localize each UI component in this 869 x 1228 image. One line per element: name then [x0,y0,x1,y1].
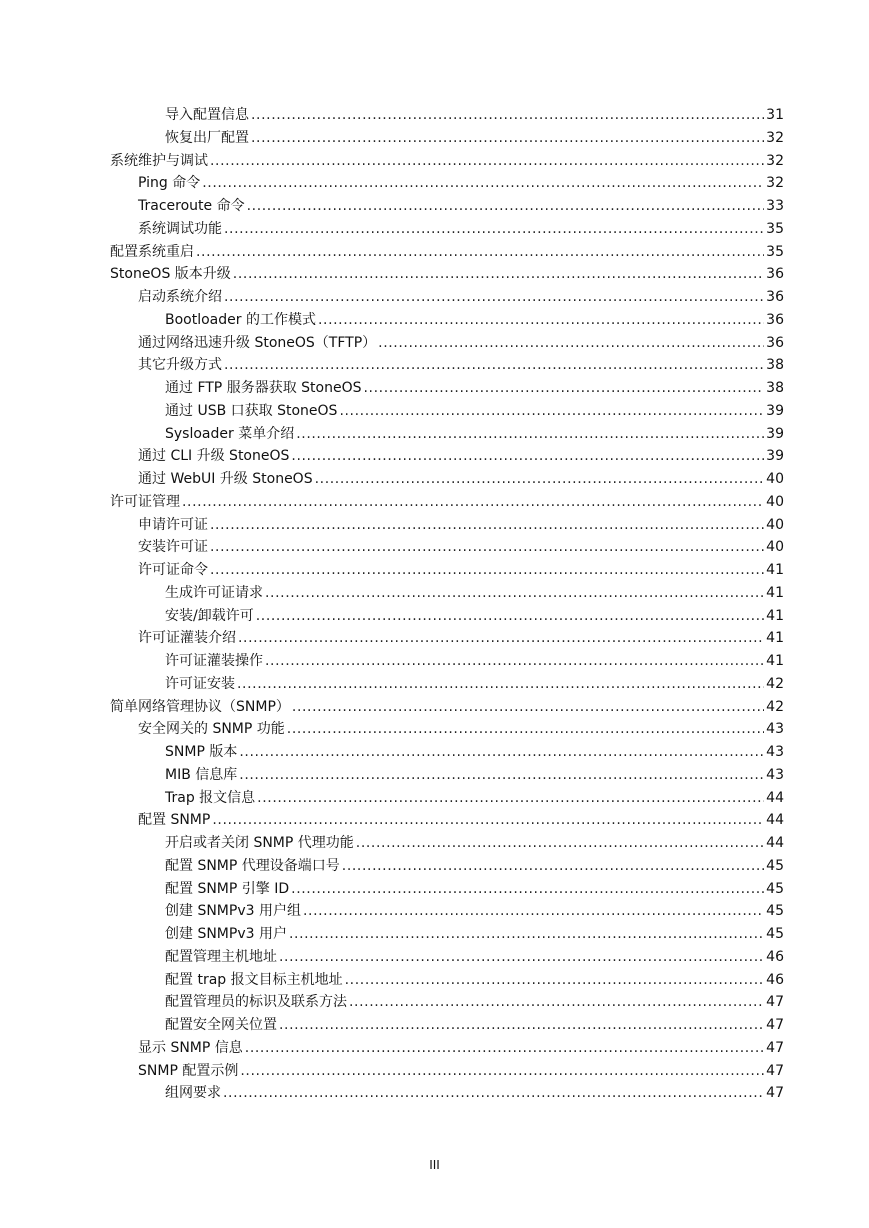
toc-entry-page: 38 [766,357,784,374]
dot-leader [356,832,764,855]
dot-leader [296,423,764,446]
dot-leader [245,1037,764,1060]
dot-leader [212,809,764,832]
toc-entry-page: 45 [766,857,784,874]
table-of-contents [0,104,869,1105]
toc-entry-title: 其它升级方式 [138,357,222,374]
toc-entry-page: 41 [766,607,784,624]
dot-leader [224,354,764,377]
toc-entry-title: 生成许可证请求 [165,584,263,601]
toc-entry-title: SNMP 配置示例 [138,1062,239,1079]
toc-entry-title: 许可证安装 [165,675,235,692]
toc-entry-page: 44 [766,812,784,829]
toc-entry-page: 32 [766,129,784,146]
toc-entry-title: 安全网关的 SNMP 功能 [138,721,285,738]
toc-entry-page: 40 [766,516,784,533]
dot-leader [349,991,764,1014]
toc-entry[interactable] [0,263,869,286]
toc-entry-page: 41 [766,630,784,647]
dot-leader [342,855,764,878]
toc-entry-title: 配置 SNMP 引擎 ID [165,880,290,897]
toc-entry-page: 40 [766,539,784,556]
toc-entry-page: 46 [766,971,784,988]
toc-entry-page: 38 [766,380,784,396]
dot-leader [303,900,764,923]
toc-entry-page: 35 [766,243,784,260]
toc-entry-page: 47 [766,1039,784,1056]
toc-entry-page: 43 [766,766,784,783]
toc-entry-page: 43 [766,721,784,738]
toc-entry[interactable] [0,718,869,741]
toc-entry-page: 44 [766,789,784,806]
toc-entry[interactable] [0,377,869,400]
toc-entry-page: 36 [766,311,784,328]
toc-entry-title: 许可证管理 [110,493,180,510]
dot-leader [345,969,764,992]
toc-entry-title: 开启或者关闭 SNMP 代理功能 [165,835,354,851]
toc-entry-title: MIB 信息库 [165,766,238,783]
toc-entry-title: 通过 FTP 服务器获取 StoneOS [165,380,362,396]
toc-entry-page: 42 [766,675,784,692]
toc-entry-title: SNMP 版本 [165,744,238,760]
toc-entry[interactable] [0,218,869,241]
dot-leader [251,104,764,127]
dot-leader [224,286,764,309]
toc-entry-page: 47 [766,1017,784,1033]
toc-entry-page: 31 [766,107,784,123]
toc-entry[interactable] [0,673,869,696]
toc-entry[interactable] [0,991,869,1014]
dot-leader [223,1082,764,1105]
dot-leader [182,491,764,514]
dot-leader [233,263,764,286]
toc-entry[interactable] [0,445,869,468]
toc-entry[interactable] [0,468,869,491]
toc-entry-title: 启动系统介绍 [138,289,222,305]
toc-entry[interactable] [0,559,869,582]
toc-entry-page: 45 [766,880,784,897]
toc-entry-title: 通过 WebUI 升级 StoneOS [138,471,313,487]
dot-leader [240,1060,764,1083]
toc-entry-title: 安装/卸载许可 [165,607,254,624]
toc-entry[interactable] [0,809,869,832]
toc-entry-title: 通过网络迅速升级 StoneOS（TFTP） [138,334,377,351]
toc-entry[interactable] [0,241,869,264]
toc-entry-page: 45 [766,903,784,920]
toc-entry[interactable] [0,1014,869,1037]
dot-leader [247,195,764,218]
toc-entry[interactable] [0,150,869,173]
dot-leader [315,468,764,491]
dot-leader [238,627,764,650]
toc-entry[interactable] [0,1037,869,1060]
toc-entry-title: Traceroute 命令 [138,198,245,214]
toc-entry-title: Trap 报文信息 [165,789,256,806]
toc-entry-title: 配置安全网关位置 [165,1017,277,1033]
toc-entry[interactable] [0,127,869,150]
dot-leader [287,718,764,741]
toc-entry-title: 创建 SNMPv3 用户组 [165,903,301,920]
toc-entry-title: 安装许可证 [138,539,208,556]
dot-leader [256,605,764,628]
toc-entry-title: 系统调试功能 [138,220,222,237]
toc-entry-page: 41 [766,653,784,669]
toc-entry-page: 47 [766,994,784,1011]
toc-entry[interactable] [0,354,869,377]
toc-entry-title: 许可证命令 [138,562,208,578]
dot-leader [210,514,764,537]
dot-leader [224,218,764,241]
toc-entry-title: 导入配置信息 [165,107,249,123]
toc-entry[interactable] [0,923,869,946]
toc-entry-title: 许可证灌装操作 [165,653,263,669]
toc-entry[interactable] [0,855,869,878]
toc-entry-title: 创建 SNMPv3 用户 [165,926,287,942]
toc-entry-page: 39 [766,425,784,442]
toc-entry-title: StoneOS 版本升级 [110,266,231,283]
toc-entry[interactable] [0,650,869,673]
toc-entry[interactable] [0,423,869,446]
toc-entry-page: 32 [766,152,784,169]
toc-entry-title: 配置管理员的标识及联系方法 [165,994,347,1011]
toc-entry-title: 简单网络管理协议（SNMP） [110,698,290,715]
toc-entry[interactable] [0,309,869,332]
toc-entry-title: 组网要求 [165,1085,221,1102]
toc-entry[interactable] [0,195,869,218]
toc-entry-page: 36 [766,334,784,351]
toc-entry[interactable] [0,627,869,650]
toc-entry-page: 36 [766,266,784,283]
dot-leader [210,559,764,582]
toc-entry[interactable] [0,900,869,923]
toc-entry[interactable] [0,332,869,355]
toc-entry-title: 许可证灌装介绍 [138,630,236,647]
dot-leader [291,878,764,901]
toc-entry-title: 配置 SNMP [138,812,211,829]
page-number: III [429,1158,440,1172]
toc-entry[interactable] [0,1060,869,1083]
toc-entry[interactable] [0,286,869,309]
toc-entry-title: 配置管理主机地址 [165,948,277,965]
toc-entry-title: Bootloader 的工作模式 [165,311,316,328]
toc-entry[interactable] [0,1082,869,1105]
toc-entry-title: 恢复出厂配置 [165,129,249,146]
toc-entry-page: 47 [766,1062,784,1079]
dot-leader [292,696,764,719]
toc-entry-title: 配置 SNMP 代理设备端口号 [165,857,340,874]
toc-entry[interactable] [0,696,869,719]
toc-entry[interactable] [0,764,869,787]
toc-entry[interactable] [0,969,869,992]
dot-leader [265,650,764,673]
toc-entry-page: 36 [766,289,784,305]
toc-entry-page: 39 [766,448,784,465]
dot-leader [251,127,764,150]
toc-entry-title: Sysloader 菜单介绍 [165,425,295,442]
toc-entry-page: 39 [766,402,784,419]
dot-leader [257,787,764,810]
toc-entry[interactable] [0,878,869,901]
toc-entry[interactable] [0,832,869,855]
toc-entry[interactable] [0,172,869,195]
toc-entry-title: Ping 命令 [138,175,201,192]
toc-entry-page: 45 [766,926,784,942]
toc-entry[interactable] [0,946,869,969]
toc-entry-page: 33 [766,198,784,214]
toc-entry-page: 46 [766,948,784,965]
dot-leader [239,741,764,764]
toc-entry-page: 43 [766,744,784,760]
dot-leader [239,764,764,787]
toc-entry[interactable] [0,400,869,423]
toc-entry[interactable] [0,104,869,127]
toc-entry-page: 42 [766,698,784,715]
toc-entry-page: 32 [766,175,784,192]
dot-leader [378,332,764,355]
dot-leader [291,445,764,468]
toc-entry-title: 配置 trap 报文目标主机地址 [165,971,343,988]
dot-leader [289,923,764,946]
dot-leader [237,673,764,696]
toc-entry-page: 41 [766,584,784,601]
dot-leader [279,1014,764,1037]
toc-entry-page: 44 [766,835,784,851]
toc-entry[interactable] [0,536,869,559]
toc-entry-page: 40 [766,493,784,510]
toc-entry-title: 系统维护与调试 [110,152,208,169]
dot-leader [265,582,764,605]
dot-leader [210,536,764,559]
toc-entry[interactable] [0,491,869,514]
toc-entry[interactable] [0,514,869,537]
dot-leader [364,377,765,400]
toc-entry[interactable] [0,582,869,605]
dot-leader [210,150,764,173]
toc-entry[interactable] [0,741,869,764]
toc-entry-page: 35 [766,220,784,237]
toc-entry-page: 41 [766,562,784,578]
dot-leader [279,946,764,969]
toc-entry[interactable] [0,787,869,810]
dot-leader [339,400,764,423]
toc-entry-title: 配置系统重启 [110,243,194,260]
dot-leader [196,241,764,264]
toc-entry-page: 47 [766,1085,784,1102]
dot-leader [318,309,764,332]
dot-leader [202,172,764,195]
toc-entry-title: 申请许可证 [138,516,208,533]
toc-entry-title: 显示 SNMP 信息 [138,1039,243,1056]
toc-entry-title: 通过 USB 口获取 StoneOS [165,402,338,419]
toc-entry-page: 40 [766,471,784,487]
toc-entry[interactable] [0,605,869,628]
toc-entry-title: 通过 CLI 升级 StoneOS [138,448,290,465]
